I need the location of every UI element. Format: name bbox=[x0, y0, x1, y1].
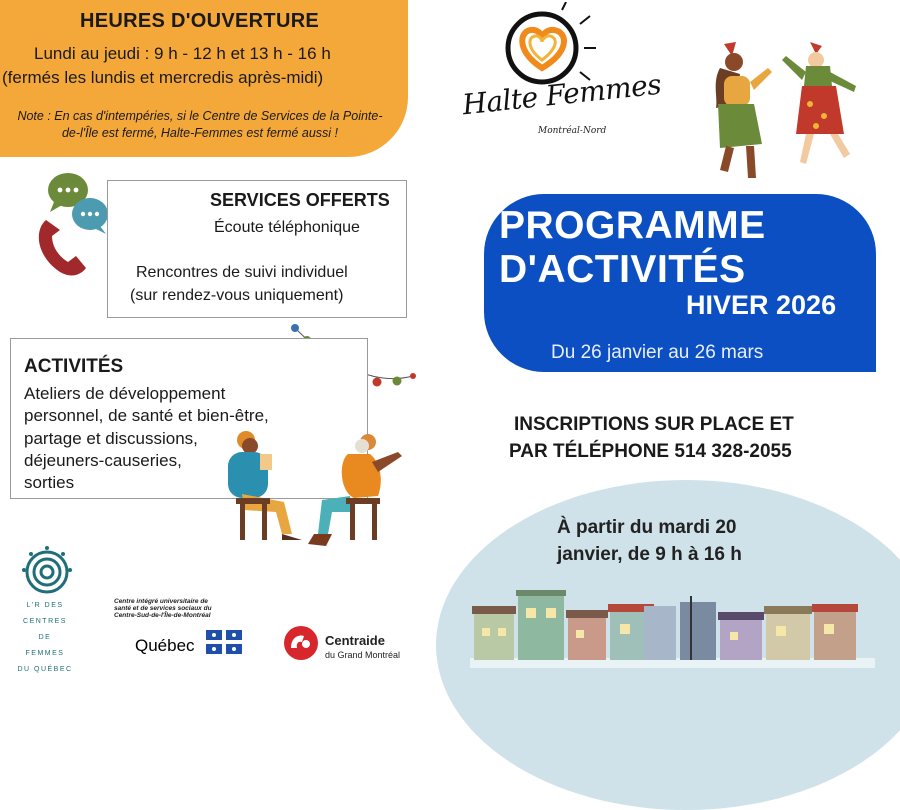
phone-icon bbox=[39, 220, 86, 275]
activity-line: personnel, de santé et bien-être, bbox=[24, 406, 269, 425]
start-date-line1: À partir du mardi 20 bbox=[557, 517, 737, 538]
service-individual-followup: Rencontres de suivi individuel bbox=[136, 264, 348, 281]
program-season: HIVER 2026 bbox=[686, 290, 837, 320]
logo-wordmark: Halte Femmes bbox=[460, 67, 663, 122]
service-phone-listening: Écoute téléphonique bbox=[214, 219, 360, 236]
ciusss-text: Centre intégré universitaire de santé et de services sociaux du Centre-Sud-de-l'Île-de-Montréal bbox=[114, 598, 212, 619]
registration-line2: PAR TÉLÉPHONE 514 328-2055 bbox=[509, 441, 792, 462]
hours-exception: (fermés les lundis et mercredis après-midi) bbox=[2, 68, 324, 87]
rdes-logo-text: L'R DES CENTRES DE FEMMES DU QUÉBEC bbox=[17, 602, 73, 673]
centraide-hand-icon bbox=[282, 624, 320, 662]
hours-note: Note : En cas d'intempéries, si le Centre de Services de la Pointe-de-l'Île est fermé, Halte-Femmes est fermé aussi ! bbox=[17, 109, 383, 140]
activities-title: ACTIVITÉS bbox=[24, 356, 124, 377]
spiral-icon bbox=[22, 546, 72, 596]
women-chatting-illustration bbox=[222, 422, 412, 554]
logo-location: Montréal-Nord bbox=[538, 126, 607, 136]
activity-line: sorties bbox=[24, 473, 75, 492]
chat-bubbles-icon bbox=[48, 173, 108, 234]
services-title: SERVICES OFFERTS bbox=[210, 190, 390, 210]
activity-line: partage et discussions, bbox=[24, 429, 198, 448]
village-houses-illustration bbox=[470, 588, 875, 668]
quebec-wordmark: Québec bbox=[135, 636, 195, 655]
activity-line: déjeuners-causeries, bbox=[24, 451, 182, 470]
start-date-line2: janvier, de 9 h à 16 h bbox=[557, 544, 742, 565]
phone-chat-illustration bbox=[30, 168, 110, 280]
dancing-women-illustration bbox=[706, 38, 866, 194]
program-title-line2: D'ACTIVITÉS bbox=[499, 248, 746, 291]
service-appointment-note: (sur rendez-vous uniquement) bbox=[130, 287, 344, 304]
program-title-line1: PROGRAMME bbox=[499, 204, 766, 247]
hours-schedule: Lundi au jeudi : 9 h - 12 h et 13 h - 16 h bbox=[34, 44, 331, 63]
program-dates: Du 26 janvier au 26 mars bbox=[551, 342, 764, 363]
registration-line1: INSCRIPTIONS SUR PLACE ET bbox=[514, 414, 794, 435]
fleur-de-lis-icon bbox=[206, 630, 242, 654]
centraide-wordmark: Centraide bbox=[325, 633, 385, 648]
activity-line: Ateliers de développement bbox=[24, 384, 226, 403]
hours-title: HEURES D'OUVERTURE bbox=[80, 10, 320, 32]
centraide-subtitle: du Grand Montréal bbox=[325, 650, 401, 660]
